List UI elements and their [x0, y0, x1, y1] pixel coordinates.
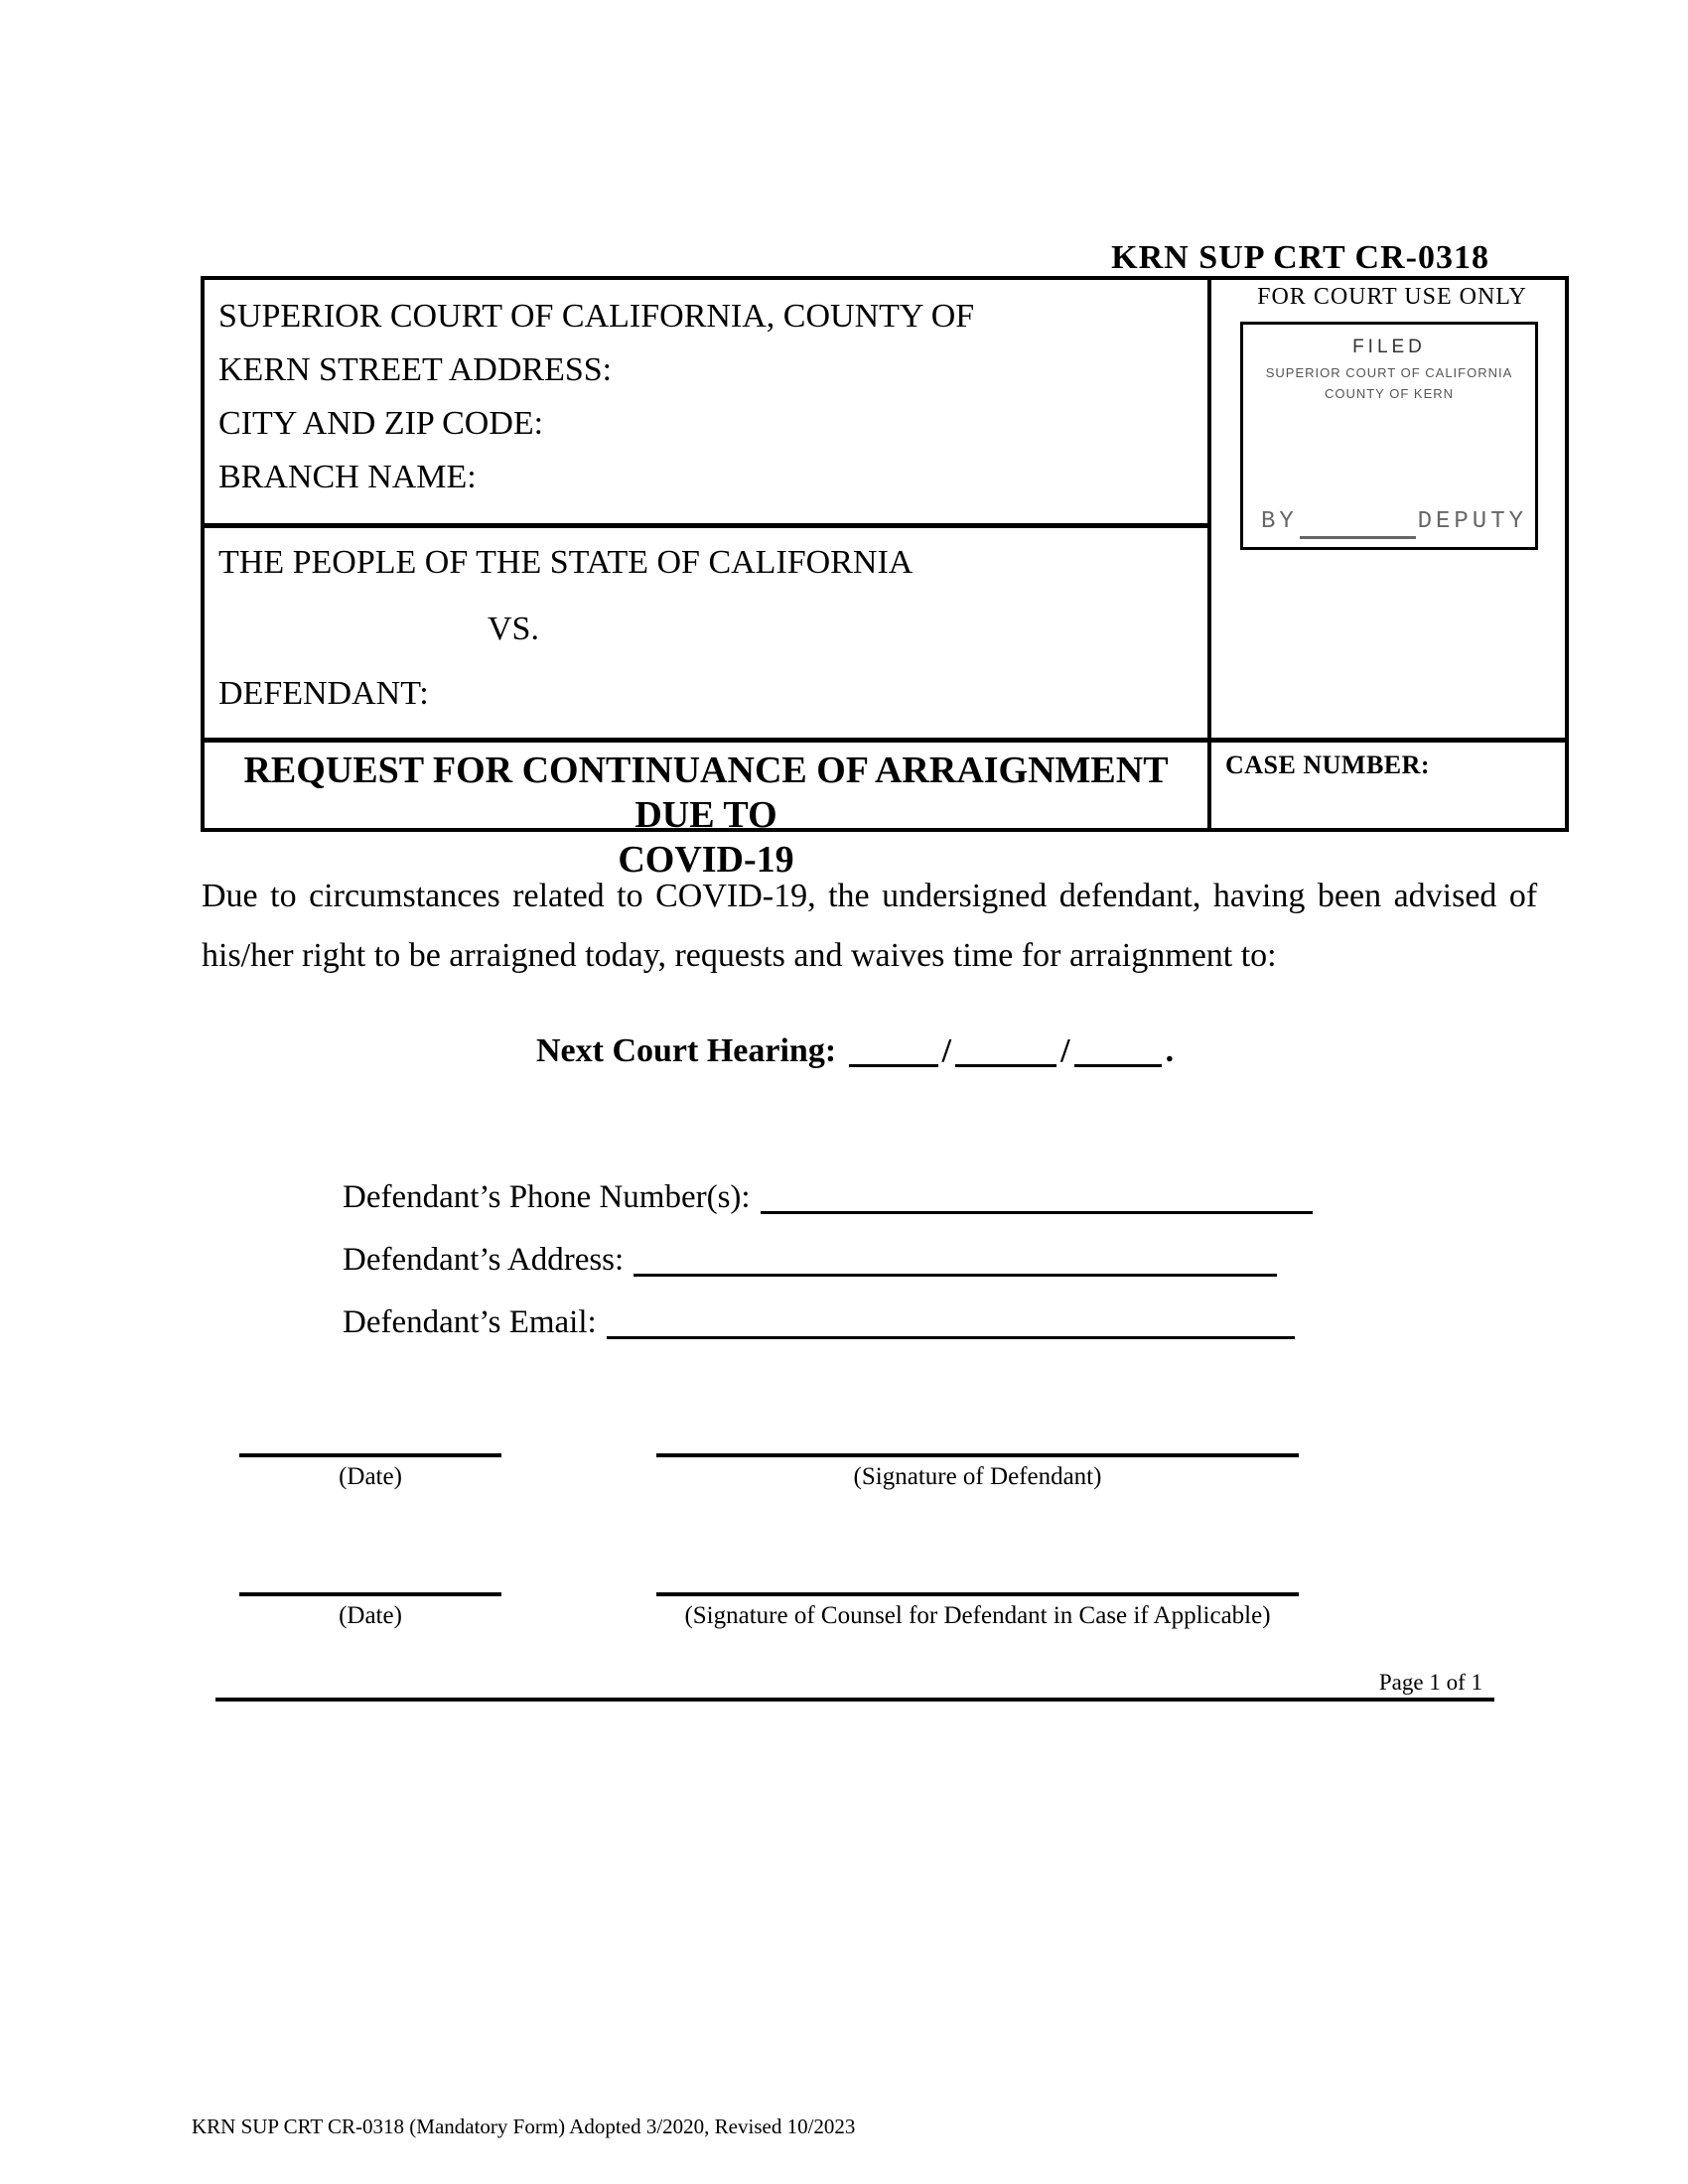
address-field-blank	[633, 1273, 1277, 1277]
phone-field-label: Defendant’s Phone Number(s):	[343, 1179, 751, 1215]
form-title-line2: COVID-19	[618, 839, 794, 881]
filed-stamp-county: COUNTY OF KERN	[1324, 386, 1455, 401]
defendant-signature-line	[656, 1453, 1299, 1457]
court-use-only-label: FOR COURT USE ONLY	[1257, 284, 1527, 310]
street-address-line: KERN STREET ADDRESS:	[218, 351, 613, 388]
date-signature-line-1	[239, 1453, 501, 1457]
table-row-divider-2	[205, 738, 1565, 743]
date-caption-1: (Date)	[339, 1463, 402, 1490]
branch-name-line: BRANCH NAME:	[218, 459, 477, 495]
filed-by-blank	[1300, 535, 1416, 539]
phone-field-row	[343, 1179, 1317, 1216]
defendant-label: DEFENDANT:	[218, 675, 429, 712]
form-number: KRN SUP CRT CR-0318	[1111, 239, 1489, 276]
counsel-signature-line	[656, 1592, 1299, 1596]
form-title	[205, 749, 1207, 883]
form-title-line1: REQUEST FOR CONTINUANCE OF ARRAIGNMENT DUE TO	[243, 750, 1169, 836]
address-field-label: Defendant’s Address:	[343, 1242, 625, 1278]
city-zip-line: CITY AND ZIP CODE:	[218, 405, 544, 442]
counsel-signature-caption: (Signature of Counsel for Defendant in Case if Applicable)	[684, 1602, 1271, 1629]
next-court-hearing-label: Next Court Hearing:	[536, 1032, 837, 1069]
case-number-label: CASE NUMBER:	[1225, 751, 1431, 779]
phone-field-blank	[761, 1210, 1313, 1214]
hearing-period: .	[1165, 1032, 1175, 1069]
form-revision-footer: KRN SUP CRT CR-0318 (Mandatory Form) Adopted 3/2020, Revised 10/2023	[192, 2115, 856, 2138]
plaintiff-name: THE PEOPLE OF THE STATE OF CALIFORNIA	[218, 544, 914, 581]
next-court-hearing-line	[536, 1032, 1174, 1070]
filed-stamp	[1240, 322, 1538, 550]
table-row-divider-1	[205, 523, 1207, 528]
filed-stamp-title: FILED	[1352, 337, 1426, 357]
filed-stamp-court: SUPERIOR COURT OF CALIFORNIA	[1265, 365, 1513, 380]
filed-by-row	[1261, 508, 1527, 535]
hearing-day-blank	[955, 1063, 1056, 1067]
email-field-blank	[607, 1335, 1295, 1339]
court-name-line: SUPERIOR COURT OF CALIFORNIA, COUNTY OF	[218, 298, 975, 335]
footer-rule	[215, 1670, 1494, 1702]
hearing-separator-1: /	[941, 1032, 952, 1069]
table-column-divider	[1207, 280, 1211, 828]
header-table	[201, 276, 1569, 881]
hearing-year-blank	[1074, 1063, 1162, 1067]
email-field-row	[343, 1304, 1299, 1341]
filed-by-label: BY	[1261, 508, 1298, 535]
versus-label: VS.	[488, 611, 539, 647]
hearing-separator-2: /	[1060, 1032, 1070, 1069]
body-paragraph-line2: his/her right to be arraigned today, requests and waives time for arraignment to:	[202, 937, 1277, 974]
filed-deputy-label: DEPUTY	[1417, 508, 1527, 535]
date-caption-2: (Date)	[339, 1602, 402, 1629]
body-paragraph-line1: Due to circumstances related to COVID-19, the undersigned defendant, having been advised of	[202, 878, 1538, 914]
address-field-row	[343, 1242, 1281, 1279]
email-field-label: Defendant’s Email:	[343, 1304, 597, 1340]
defendant-signature-caption: (Signature of Defendant)	[853, 1463, 1102, 1490]
court-address-block	[218, 290, 974, 504]
date-signature-line-2	[239, 1592, 501, 1596]
hearing-month-blank	[849, 1063, 938, 1067]
page-number-label: Page 1 of 1	[1378, 1670, 1482, 1695]
